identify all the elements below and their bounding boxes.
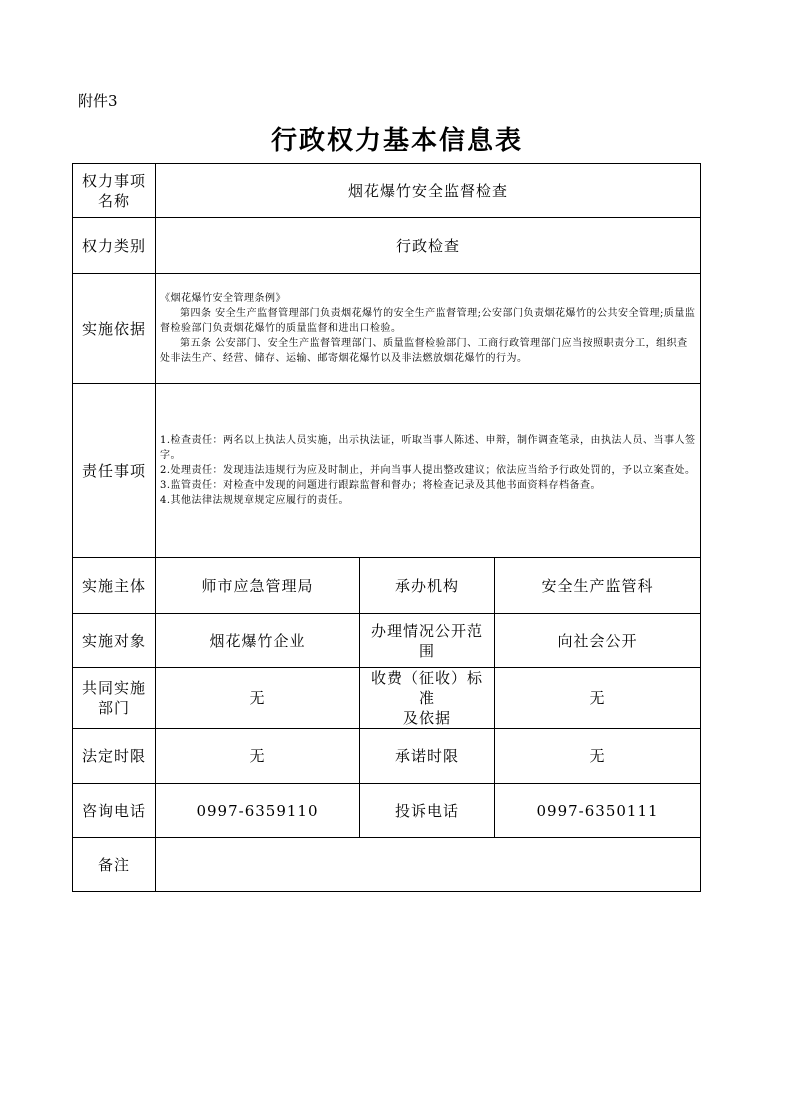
legal-time-label: 法定时限 [73, 729, 156, 784]
basis-line-1: 《烟花爆竹安全管理条例》 [160, 293, 286, 304]
consult-phone-value: 0997-6359110 [156, 784, 360, 838]
fee-value: 无 [495, 668, 701, 729]
table-row-basis [73, 274, 701, 384]
page-title: 行政权力基本信息表 [270, 126, 523, 156]
promised-time-value: 无 [495, 729, 701, 784]
table-row-target [73, 614, 701, 668]
basis-line-3: 第五条 公安部门、安全生产监督管理部门、质量监督检验部门、工商行政管理部门应当按照职责分工，组织查处非法生产、经营、储存、运输、邮寄烟花爆竹以及非法燃放烟花爆竹的行为。 [160, 338, 688, 364]
complaint-phone-value: 0997-6350111 [495, 784, 701, 838]
table-row-category [73, 218, 701, 274]
promised-time-label: 承诺时限 [360, 729, 495, 784]
disclosure-value: 向社会公开 [495, 614, 701, 668]
table-row-time-limit [73, 729, 701, 784]
subject-label: 实施主体 [73, 558, 156, 614]
table-row-responsibility [73, 384, 701, 558]
fee-label-line2: 及依据 [402, 709, 451, 727]
target-value: 烟花爆竹企业 [156, 614, 360, 668]
responsibility-line-3: 3.监管责任：对检查中发现的问题进行跟踪监督和督办；将检查记录及其他书面资料存档备查。 [160, 480, 602, 491]
complaint-phone-label: 投诉电话 [360, 784, 495, 838]
organizer-label: 承办机构 [360, 558, 495, 614]
fee-label-line1: 收费（征收）标准 [370, 669, 483, 707]
consult-phone-label: 咨询电话 [73, 784, 156, 838]
basis-label: 实施依据 [73, 274, 156, 384]
table-row-phone [73, 784, 701, 838]
table-row-remarks [73, 838, 701, 892]
info-table [72, 163, 701, 892]
responsibility-line-4: 4.其他法律法规规章规定应履行的责任。 [160, 495, 350, 506]
remarks-label: 备注 [73, 838, 156, 892]
disclosure-label: 办理情况公开范围 [360, 614, 495, 668]
organizer-value: 安全生产监管科 [495, 558, 701, 614]
name-label-line1: 权力事项 [81, 171, 146, 190]
table-row-subject [73, 558, 701, 614]
basis-value [156, 274, 701, 384]
fee-label [360, 668, 495, 729]
subject-value: 师市应急管理局 [156, 558, 360, 614]
joint-label-line2: 部门 [97, 699, 130, 717]
joint-label [73, 668, 156, 729]
table-row-joint [73, 668, 701, 729]
joint-label-line1: 共同实施 [81, 679, 146, 697]
name-label-line2: 名称 [97, 191, 130, 210]
basis-line-2: 第四条 安全生产监督管理部门负责烟花爆竹的安全生产监督管理;公安部门负责烟花爆竹的公共安全管理;质量监督检验部门负责烟花爆竹的质量监督和进出口检验。 [160, 308, 696, 334]
category-label: 权力类别 [73, 218, 156, 274]
name-label [73, 164, 156, 218]
table-row-name [73, 164, 701, 218]
target-label: 实施对象 [73, 614, 156, 668]
name-value: 烟花爆竹安全监督检查 [156, 164, 701, 218]
responsibility-line-1: 1.检查责任：两名以上执法人员实施，出示执法证，听取当事人陈述、申辩，制作调查笔录，由执法人员、当事人签字。 [160, 435, 696, 461]
legal-time-value: 无 [156, 729, 360, 784]
attachment-label: 附件3 [78, 92, 118, 110]
responsibility-line-2: 2.处理责任：发现违法违规行为应及时制止，并向当事人提出整改建议；依法应当给予行政处罚的，予以立案查处。 [160, 465, 696, 476]
category-value: 行政检查 [156, 218, 701, 274]
responsibility-label: 责任事项 [73, 384, 156, 558]
remarks-value [156, 838, 701, 892]
joint-value: 无 [156, 668, 360, 729]
responsibility-value [156, 384, 701, 558]
